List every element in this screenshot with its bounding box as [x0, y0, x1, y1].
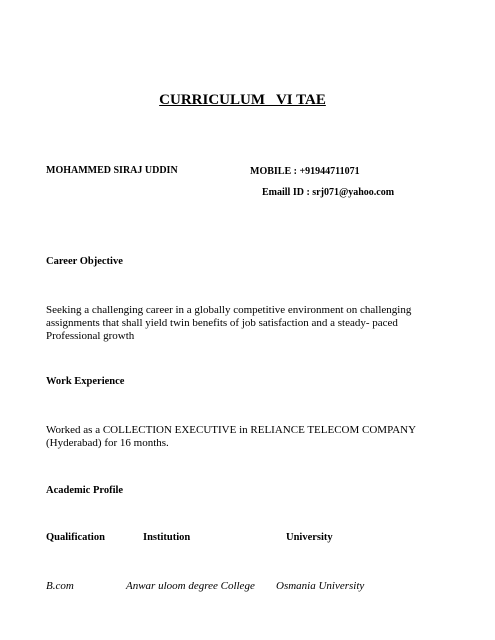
career-objective-line: assignments that shall yield twin benefits of job satisfaction and a steady- paced — [46, 317, 398, 329]
work-experience-line: Worked as a COLLECTION EXECUTIVE in RELIANCE TELECOM COMPANY — [46, 424, 417, 436]
career-objective-text — [46, 304, 446, 343]
column-header-qualification: Qualification — [46, 532, 105, 543]
document-title: CURRICULUM VI TAE — [159, 92, 326, 108]
university-cell: Osmania University — [276, 580, 365, 592]
academic-profile-heading: Academic Profile — [46, 485, 124, 496]
career-objective-line: Professional growth — [46, 330, 135, 342]
candidate-name: MOHAMMED SIRAJ UDDIN — [46, 165, 178, 176]
mobile-number: MOBILE : +91944711071 — [250, 166, 360, 177]
column-header-institution: Institution — [143, 532, 191, 543]
work-experience-heading: Work Experience — [46, 376, 125, 387]
work-experience-line: (Hyderabad) for 16 months. — [46, 437, 169, 449]
career-objective-line: Seeking a challenging career in a globally competitive environment on challenging — [46, 304, 412, 316]
qualification-cell: B.com — [46, 580, 74, 592]
institution-cell: Anwar uloom degree College — [126, 580, 255, 592]
career-objective-heading: Career Objective — [46, 256, 123, 267]
work-experience-text — [46, 424, 446, 450]
email-address: Emaill ID : srj071@yahoo.com — [262, 187, 395, 198]
column-header-university: University — [286, 532, 333, 543]
